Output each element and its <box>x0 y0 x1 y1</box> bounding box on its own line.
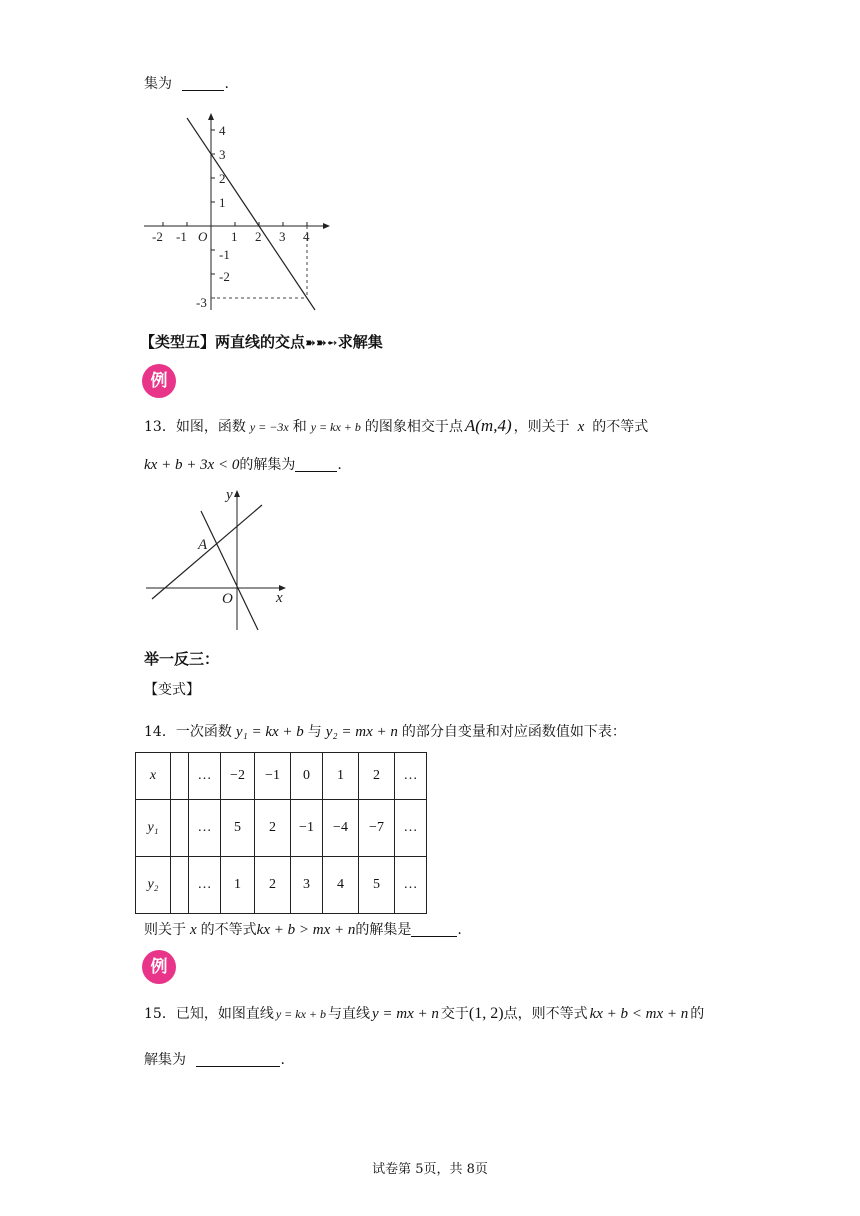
x-tick-label: 1 <box>231 229 238 244</box>
q15-text: 已知，如图直线 <box>175 1006 274 1022</box>
question-14-line1 <box>144 722 626 742</box>
q13-text: ，则关于 <box>513 419 570 435</box>
table-cell: 5 <box>359 857 395 914</box>
formula: y = mx + n <box>372 1006 439 1022</box>
section-title: 【类型五】两直线的交点 <box>140 333 306 351</box>
origin-label: O <box>198 229 208 244</box>
y-tick-label: -3 <box>196 295 207 310</box>
section-heading <box>140 331 383 352</box>
formula: y₁ = kx + b <box>235 724 304 740</box>
y-axis-label: y <box>226 487 233 503</box>
row-label: y₂ <box>136 857 171 914</box>
table-cell: 5 <box>221 800 255 857</box>
q14-text: 一次函数 <box>175 724 232 740</box>
x-tick-label: 4 <box>303 229 310 244</box>
q13-text: 和 <box>292 419 307 435</box>
y-tick-label: 2 <box>219 171 226 186</box>
x-tick-label: 3 <box>279 229 286 244</box>
formula: y₂ = mx + n <box>325 724 398 740</box>
variable: x <box>577 419 585 435</box>
y-axis-arrow <box>234 490 240 497</box>
table-cell: … <box>189 753 221 800</box>
question-13-line2: kx + b + 3x < 0的解集为 . <box>144 457 342 473</box>
row-label: x <box>136 753 171 800</box>
function-line <box>187 118 315 310</box>
question-number: 14． <box>144 724 176 740</box>
x-axis-label: x <box>276 590 283 606</box>
y-axis-arrow <box>208 113 214 120</box>
table-cell: 0 <box>291 753 323 800</box>
question-15-line2: 解集为 . <box>144 1052 285 1068</box>
q15-text: 与直线 <box>328 1006 371 1022</box>
y-tick-label: 4 <box>219 123 226 138</box>
table-cell: … <box>189 800 221 857</box>
x-tick-label: -1 <box>176 229 187 244</box>
table-cell: 1 <box>221 857 255 914</box>
table-cell: … <box>395 753 427 800</box>
top-line: 集为 . <box>144 76 229 92</box>
answer-blank <box>411 922 457 937</box>
question-13-line1 <box>144 416 648 437</box>
table-cell: … <box>395 800 427 857</box>
table-cell: 1 <box>323 753 359 800</box>
table-cell <box>171 800 189 857</box>
question-14-followup: 则关于 x 的不等式kx + b > mx + n的解集是 . <box>144 922 462 938</box>
table-cell: −2 <box>221 753 255 800</box>
line-minus-3x <box>201 511 258 630</box>
question-number: 13． <box>144 419 176 435</box>
example-badge: 例 <box>142 950 176 984</box>
q14-text: 的部分自变量和对应函数值如下表： <box>401 724 626 740</box>
origin-label: O <box>222 591 233 607</box>
table-cell <box>171 857 189 914</box>
section-suffix: 求解集 <box>337 333 383 351</box>
answer-blank <box>295 457 337 472</box>
top-text: 集为 <box>144 76 172 92</box>
formula: y = kx + b <box>275 1007 327 1021</box>
answer-blank <box>182 76 224 91</box>
arrows-decoration: ➽➽➻ <box>305 336 338 351</box>
q13-text: 的图象相交于点 <box>364 419 463 435</box>
table-cell: −7 <box>359 800 395 857</box>
values-table <box>135 752 427 914</box>
q15-text: 交于 <box>440 1006 469 1022</box>
y-tick-label: 1 <box>219 195 226 210</box>
x-axis-arrow <box>323 223 330 229</box>
example-badge: 例 <box>142 364 176 398</box>
q13-text: 如图，函数 <box>175 419 246 435</box>
variant-label: 【变式】 <box>144 682 200 698</box>
table-cell: 2 <box>359 753 395 800</box>
answer-blank <box>196 1052 280 1067</box>
table-cell: … <box>395 857 427 914</box>
inequality: kx + b < mx + n <box>589 1006 689 1022</box>
row-label: y₁ <box>136 800 171 857</box>
point-a-label: A <box>198 537 208 553</box>
q14-text: 的不等式 <box>200 922 257 938</box>
intersection-graph <box>140 482 300 634</box>
inequality: kx + b > mx + n <box>256 922 356 938</box>
table-cell: … <box>189 857 221 914</box>
point-label: A(m,4) <box>464 416 512 435</box>
question-number: 15． <box>144 1006 176 1022</box>
inequality: kx + b + 3x < 0 <box>144 457 240 473</box>
point-label: (1, 2) <box>468 1005 504 1022</box>
table-row <box>136 800 427 857</box>
table-row <box>136 753 427 800</box>
y-tick-label: -1 <box>219 247 230 262</box>
formula: y = −3x <box>249 420 289 434</box>
table-cell: −1 <box>255 753 291 800</box>
table-cell: 4 <box>323 857 359 914</box>
question-15-line1 <box>144 1004 704 1024</box>
variable: x <box>190 922 197 938</box>
table-cell: 2 <box>255 857 291 914</box>
table-row <box>136 857 427 914</box>
table-cell: −1 <box>291 800 323 857</box>
y-tick-label: -2 <box>219 269 230 284</box>
q14-text: 与 <box>307 724 322 740</box>
q15-text: 解集为 <box>144 1052 186 1068</box>
table-cell: −4 <box>323 800 359 857</box>
q13-text: 的解集为 <box>239 457 296 473</box>
q15-text: 的 <box>690 1006 705 1022</box>
q14-text: 则关于 <box>144 922 186 938</box>
x-tick-label: -2 <box>152 229 163 244</box>
table-cell: 2 <box>255 800 291 857</box>
table-cell: 3 <box>291 857 323 914</box>
q15-text: 点，则不等式 <box>503 1006 588 1022</box>
q13-text: 的不等式 <box>592 419 649 435</box>
formula: y = kx + b <box>310 420 361 434</box>
x-tick-label: 2 <box>255 229 262 244</box>
q14-text: 的解集是 <box>355 922 412 938</box>
y-tick-label: 3 <box>219 147 226 162</box>
page-footer: 试卷第 5页，共 8页 <box>372 1162 488 1177</box>
graph-line-chart <box>140 110 340 315</box>
practice-title: 举一反三： <box>144 650 220 668</box>
table-cell <box>171 753 189 800</box>
